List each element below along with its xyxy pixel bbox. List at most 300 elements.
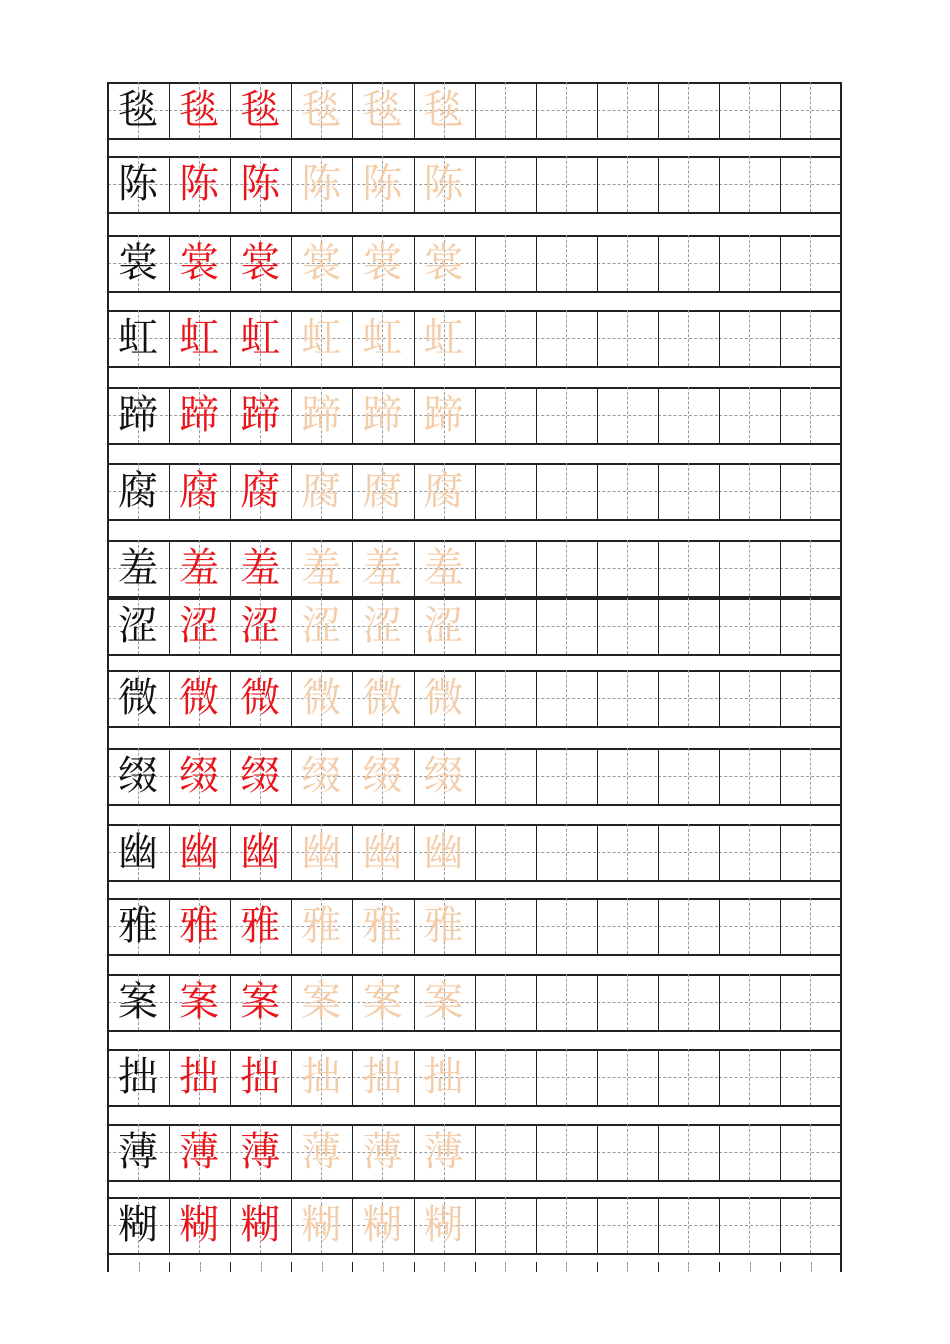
cell-divider bbox=[597, 540, 598, 596]
guide-line-vertical bbox=[566, 974, 567, 1030]
grid-cell[interactable] bbox=[475, 598, 535, 654]
grid-cell[interactable] bbox=[536, 463, 596, 519]
example-character: 羞 bbox=[240, 545, 281, 591]
grid-cell bbox=[108, 1124, 168, 1180]
trace-character: 案 bbox=[362, 979, 403, 1025]
cell-divider bbox=[658, 748, 659, 804]
grid-cell bbox=[414, 1124, 474, 1180]
guide-line-vertical bbox=[810, 1197, 811, 1253]
grid-cell[interactable] bbox=[780, 1197, 840, 1253]
grid-cell bbox=[230, 898, 290, 954]
guide-line-vertical bbox=[749, 387, 750, 443]
guide-line-vertical bbox=[810, 540, 811, 596]
grid-cell[interactable] bbox=[658, 235, 718, 291]
guide-line-vertical bbox=[566, 748, 567, 804]
example-character: 幽 bbox=[179, 829, 220, 875]
grid-cell bbox=[291, 310, 351, 366]
grid-cell bbox=[169, 387, 229, 443]
trace-character: 腐 bbox=[301, 468, 342, 514]
practice-row bbox=[108, 974, 842, 1030]
guide-line-vertical bbox=[627, 598, 628, 654]
example-character: 雅 bbox=[240, 903, 281, 949]
cell-divider bbox=[719, 670, 720, 726]
guide-line-vertical bbox=[566, 1197, 567, 1253]
guide-line-vertical bbox=[566, 540, 567, 596]
practice-row bbox=[108, 540, 842, 596]
example-character: 虹 bbox=[179, 315, 220, 361]
grid-cell bbox=[108, 670, 168, 726]
grid-cell[interactable] bbox=[475, 824, 535, 880]
grid-cell[interactable] bbox=[536, 156, 596, 212]
guide-line-vertical bbox=[688, 82, 689, 138]
cell-divider bbox=[597, 748, 598, 804]
grid-cell[interactable] bbox=[658, 156, 718, 212]
guide-line-vertical bbox=[505, 235, 506, 291]
grid-cell[interactable] bbox=[780, 670, 840, 726]
guide-line-vertical bbox=[688, 670, 689, 726]
grid-cell[interactable] bbox=[597, 670, 657, 726]
cell-divider bbox=[597, 1049, 598, 1105]
cell-divider bbox=[597, 463, 598, 519]
guide-line-vertical bbox=[810, 1124, 811, 1180]
grid-cell[interactable] bbox=[658, 540, 718, 596]
trace-character: 蹄 bbox=[301, 392, 342, 438]
trace-character: 缀 bbox=[362, 753, 403, 799]
grid-cell bbox=[230, 598, 290, 654]
trace-character: 虹 bbox=[301, 315, 342, 361]
guide-line-vertical bbox=[505, 974, 506, 1030]
grid-cell[interactable] bbox=[719, 974, 779, 1030]
grid-cell[interactable] bbox=[475, 1049, 535, 1105]
grid-cell bbox=[352, 82, 412, 138]
grid-cell[interactable] bbox=[475, 974, 535, 1030]
guide-line-vertical bbox=[749, 670, 750, 726]
grid-cell[interactable] bbox=[597, 974, 657, 1030]
trace-character: 裳 bbox=[301, 240, 342, 286]
grid-cell[interactable] bbox=[597, 387, 657, 443]
guide-line-vertical bbox=[505, 387, 506, 443]
guide-line-vertical bbox=[810, 156, 811, 212]
cell-divider bbox=[597, 824, 598, 880]
guide-line-vertical bbox=[505, 824, 506, 880]
cell-divider bbox=[536, 310, 537, 366]
grid-cell[interactable] bbox=[475, 540, 535, 596]
example-character: 腐 bbox=[240, 468, 281, 514]
grid-cell bbox=[108, 310, 168, 366]
trace-character: 陈 bbox=[301, 161, 342, 207]
grid-cell bbox=[230, 824, 290, 880]
cell-divider bbox=[597, 156, 598, 212]
guide-line-vertical bbox=[627, 540, 628, 596]
guide-line-vertical bbox=[749, 540, 750, 596]
grid-cell[interactable] bbox=[780, 156, 840, 212]
grid-cell bbox=[108, 82, 168, 138]
grid-cell[interactable] bbox=[475, 156, 535, 212]
guide-line-vertical bbox=[810, 1049, 811, 1105]
guide-line-vertical bbox=[688, 1124, 689, 1180]
guide-line-vertical bbox=[627, 670, 628, 726]
cell-divider bbox=[475, 235, 476, 291]
guide-line-vertical bbox=[688, 598, 689, 654]
grid-cell[interactable] bbox=[597, 824, 657, 880]
grid-cell[interactable] bbox=[719, 598, 779, 654]
cell-divider bbox=[780, 670, 781, 726]
grid-cell bbox=[169, 598, 229, 654]
grid-cell[interactable] bbox=[536, 598, 596, 654]
grid-cell bbox=[352, 598, 412, 654]
cell-divider bbox=[780, 463, 781, 519]
row-bottom-line bbox=[108, 1253, 842, 1255]
grid-cell[interactable] bbox=[475, 463, 535, 519]
guide-line-vertical bbox=[505, 1197, 506, 1253]
model-character: 拙 bbox=[118, 1054, 158, 1100]
grid-cell bbox=[169, 1197, 229, 1253]
grid-cell bbox=[230, 310, 290, 366]
cell-divider bbox=[475, 540, 476, 596]
cell-divider bbox=[658, 1262, 659, 1272]
cell-divider bbox=[658, 235, 659, 291]
trace-character: 涩 bbox=[362, 603, 403, 649]
guide-line-vertical bbox=[627, 387, 628, 443]
cell-divider bbox=[719, 1262, 720, 1272]
grid-cell[interactable] bbox=[536, 1197, 596, 1253]
model-character: 涩 bbox=[118, 603, 158, 649]
grid-cell bbox=[352, 540, 412, 596]
grid-cell[interactable] bbox=[658, 82, 718, 138]
grid-cell[interactable] bbox=[719, 748, 779, 804]
cell-divider bbox=[536, 974, 537, 1030]
grid-cell[interactable] bbox=[475, 387, 535, 443]
grid-cell[interactable] bbox=[658, 598, 718, 654]
grid-cell[interactable] bbox=[719, 540, 779, 596]
cell-divider bbox=[536, 898, 537, 954]
grid-cell bbox=[291, 540, 351, 596]
trace-character: 毯 bbox=[423, 87, 464, 133]
example-character: 涩 bbox=[179, 603, 220, 649]
guide-line-vertical bbox=[688, 748, 689, 804]
guide-line-vertical bbox=[688, 1049, 689, 1105]
trace-character: 缀 bbox=[423, 753, 464, 799]
row-bottom-line bbox=[108, 291, 842, 293]
grid-cell[interactable] bbox=[536, 824, 596, 880]
cell-divider bbox=[780, 235, 781, 291]
example-character: 虹 bbox=[240, 315, 281, 361]
grid-cell[interactable] bbox=[475, 898, 535, 954]
cell-divider bbox=[597, 310, 598, 366]
grid-cell[interactable] bbox=[475, 670, 535, 726]
row-bottom-line bbox=[108, 519, 842, 521]
grid-cell bbox=[230, 235, 290, 291]
guide-line-vertical bbox=[810, 670, 811, 726]
guide-line-vertical bbox=[627, 1197, 628, 1253]
cell-divider bbox=[536, 1262, 537, 1272]
grid-cell[interactable] bbox=[597, 540, 657, 596]
guide-line-vertical bbox=[566, 1262, 567, 1272]
grid-cell[interactable] bbox=[780, 1124, 840, 1180]
cell-divider bbox=[780, 1197, 781, 1253]
grid-cell[interactable] bbox=[780, 235, 840, 291]
row-bottom-line bbox=[108, 1105, 842, 1107]
guide-line-vertical bbox=[627, 156, 628, 212]
grid-cell[interactable] bbox=[780, 824, 840, 880]
grid-cell bbox=[414, 670, 474, 726]
grid-cell[interactable] bbox=[780, 540, 840, 596]
grid-cell[interactable] bbox=[658, 974, 718, 1030]
trace-character: 拙 bbox=[423, 1054, 464, 1100]
guide-line-vertical bbox=[566, 824, 567, 880]
grid-cell[interactable] bbox=[719, 310, 779, 366]
guide-line-vertical bbox=[627, 82, 628, 138]
grid-cell bbox=[291, 898, 351, 954]
cell-divider bbox=[780, 387, 781, 443]
cell-divider bbox=[475, 387, 476, 443]
cell-divider bbox=[475, 1049, 476, 1105]
cell-divider bbox=[780, 898, 781, 954]
guide-line-vertical bbox=[749, 1124, 750, 1180]
grid-cell[interactable] bbox=[658, 1197, 718, 1253]
grid-cell bbox=[291, 670, 351, 726]
row-bottom-line bbox=[108, 138, 842, 140]
grid-cell[interactable] bbox=[536, 540, 596, 596]
cell-divider bbox=[658, 387, 659, 443]
trace-character: 虹 bbox=[423, 315, 464, 361]
grid-cell[interactable] bbox=[536, 670, 596, 726]
grid-cell bbox=[414, 540, 474, 596]
grid-cell[interactable] bbox=[780, 387, 840, 443]
guide-line-vertical bbox=[749, 1197, 750, 1253]
cell-divider bbox=[475, 670, 476, 726]
cell-divider bbox=[475, 598, 476, 654]
grid-cell[interactable] bbox=[719, 1197, 779, 1253]
trace-character: 微 bbox=[362, 675, 403, 721]
trace-character: 涩 bbox=[423, 603, 464, 649]
grid-cell[interactable] bbox=[719, 1049, 779, 1105]
grid-cell[interactable] bbox=[658, 748, 718, 804]
cell-divider bbox=[414, 1262, 415, 1272]
grid-cell bbox=[352, 1124, 412, 1180]
grid-cell[interactable] bbox=[597, 235, 657, 291]
grid-cell[interactable] bbox=[780, 1049, 840, 1105]
guide-line-vertical bbox=[688, 824, 689, 880]
grid-cell[interactable] bbox=[719, 670, 779, 726]
grid-cell[interactable] bbox=[658, 310, 718, 366]
row-bottom-line bbox=[108, 1180, 842, 1182]
model-character: 雅 bbox=[118, 903, 158, 949]
grid-cell[interactable] bbox=[780, 82, 840, 138]
grid-cell[interactable] bbox=[780, 748, 840, 804]
model-character: 毯 bbox=[118, 87, 158, 133]
grid-cell[interactable] bbox=[536, 898, 596, 954]
trace-character: 裳 bbox=[423, 240, 464, 286]
guide-line-vertical bbox=[566, 598, 567, 654]
trace-character: 糊 bbox=[423, 1202, 464, 1248]
trace-character: 拙 bbox=[362, 1054, 403, 1100]
grid-cell[interactable] bbox=[536, 974, 596, 1030]
grid-cell[interactable] bbox=[780, 310, 840, 366]
cell-divider bbox=[169, 1262, 170, 1272]
grid-cell[interactable] bbox=[597, 898, 657, 954]
grid-cell[interactable] bbox=[719, 824, 779, 880]
guide-line-vertical bbox=[688, 898, 689, 954]
grid-cell[interactable] bbox=[536, 748, 596, 804]
practice-row bbox=[108, 898, 842, 954]
model-character: 蹄 bbox=[118, 392, 158, 438]
cell-divider bbox=[291, 1262, 292, 1272]
cell-divider bbox=[597, 598, 598, 654]
guide-line-vertical bbox=[749, 82, 750, 138]
grid-cell[interactable] bbox=[719, 1124, 779, 1180]
grid-cell[interactable] bbox=[719, 898, 779, 954]
grid-cell[interactable] bbox=[780, 598, 840, 654]
grid-cell[interactable] bbox=[475, 82, 535, 138]
guide-line-vertical bbox=[505, 463, 506, 519]
grid-cell[interactable] bbox=[475, 748, 535, 804]
example-character: 糊 bbox=[179, 1202, 220, 1248]
grid-cell[interactable] bbox=[475, 235, 535, 291]
guide-line-vertical bbox=[627, 310, 628, 366]
grid-cell[interactable] bbox=[597, 598, 657, 654]
grid-cell bbox=[291, 598, 351, 654]
guide-line-vertical bbox=[810, 824, 811, 880]
grid-cell bbox=[169, 1124, 229, 1180]
cell-divider bbox=[658, 670, 659, 726]
practice-row bbox=[108, 598, 842, 654]
example-character: 毯 bbox=[240, 87, 281, 133]
practice-row bbox=[108, 310, 842, 366]
guide-line-vertical bbox=[566, 82, 567, 138]
grid-cell[interactable] bbox=[658, 387, 718, 443]
grid-cell[interactable] bbox=[780, 898, 840, 954]
grid-cell[interactable] bbox=[597, 156, 657, 212]
cell-divider bbox=[536, 1124, 537, 1180]
cell-divider bbox=[536, 156, 537, 212]
guide-line-vertical bbox=[688, 235, 689, 291]
grid-cell bbox=[108, 1049, 168, 1105]
trace-character: 涩 bbox=[301, 603, 342, 649]
grid-cell bbox=[291, 235, 351, 291]
grid-cell[interactable] bbox=[719, 82, 779, 138]
grid-cell[interactable] bbox=[719, 235, 779, 291]
example-character: 幽 bbox=[240, 829, 281, 875]
guide-line-vertical bbox=[749, 748, 750, 804]
grid-cell[interactable] bbox=[597, 1049, 657, 1105]
guide-line-vertical bbox=[566, 156, 567, 212]
grid-cell bbox=[108, 748, 168, 804]
grid-cell bbox=[352, 235, 412, 291]
guide-line-vertical bbox=[505, 670, 506, 726]
example-character: 薄 bbox=[179, 1129, 220, 1175]
model-character: 案 bbox=[118, 979, 158, 1025]
grid-cell[interactable] bbox=[597, 748, 657, 804]
guide-line-vertical bbox=[566, 1124, 567, 1180]
grid-cell bbox=[169, 670, 229, 726]
trace-character: 蹄 bbox=[423, 392, 464, 438]
cell-divider bbox=[719, 824, 720, 880]
grid-cell[interactable] bbox=[475, 1124, 535, 1180]
grid-cell[interactable] bbox=[597, 1124, 657, 1180]
grid-cell bbox=[414, 387, 474, 443]
grid-cell[interactable] bbox=[597, 463, 657, 519]
model-character: 虹 bbox=[118, 315, 158, 361]
guide-line-vertical bbox=[627, 235, 628, 291]
cell-divider bbox=[536, 82, 537, 138]
grid-cell[interactable] bbox=[719, 463, 779, 519]
cell-divider bbox=[658, 310, 659, 366]
guide-line-vertical bbox=[749, 824, 750, 880]
grid-cell[interactable] bbox=[597, 82, 657, 138]
guide-line-vertical bbox=[566, 235, 567, 291]
guide-line-vertical bbox=[505, 1049, 506, 1105]
grid-cell[interactable] bbox=[597, 1197, 657, 1253]
cell-divider bbox=[719, 1124, 720, 1180]
grid-cell[interactable] bbox=[658, 463, 718, 519]
grid-cell bbox=[169, 1049, 229, 1105]
grid-cell[interactable] bbox=[597, 310, 657, 366]
trace-character: 案 bbox=[301, 979, 342, 1025]
cell-divider bbox=[658, 1197, 659, 1253]
cell-divider bbox=[780, 824, 781, 880]
trace-character: 糊 bbox=[362, 1202, 403, 1248]
cell-divider bbox=[719, 310, 720, 366]
grid-cell[interactable] bbox=[658, 824, 718, 880]
guide-line-vertical bbox=[566, 898, 567, 954]
grid-cell bbox=[230, 1197, 290, 1253]
grid-cell[interactable] bbox=[658, 898, 718, 954]
grid-cell bbox=[352, 310, 412, 366]
grid-cell bbox=[169, 235, 229, 291]
grid-cell[interactable] bbox=[536, 387, 596, 443]
grid-cell[interactable] bbox=[536, 1049, 596, 1105]
grid-cell[interactable] bbox=[719, 156, 779, 212]
cell-divider bbox=[780, 540, 781, 596]
practice-row bbox=[108, 748, 842, 804]
guide-line-vertical bbox=[688, 156, 689, 212]
grid-cell bbox=[169, 748, 229, 804]
trace-character: 羞 bbox=[301, 545, 342, 591]
trace-character: 毯 bbox=[362, 87, 403, 133]
grid-cell[interactable] bbox=[658, 1049, 718, 1105]
grid-cell[interactable] bbox=[658, 670, 718, 726]
grid-cell[interactable] bbox=[780, 974, 840, 1030]
cell-divider bbox=[230, 1262, 231, 1272]
grid-cell[interactable] bbox=[475, 310, 535, 366]
grid-cell[interactable] bbox=[536, 235, 596, 291]
grid-cell[interactable] bbox=[536, 1124, 596, 1180]
guide-line-vertical bbox=[749, 310, 750, 366]
grid-cell[interactable] bbox=[536, 82, 596, 138]
grid-cell[interactable] bbox=[536, 310, 596, 366]
cell-divider bbox=[658, 156, 659, 212]
guide-line-vertical bbox=[688, 974, 689, 1030]
grid-cell[interactable] bbox=[658, 1124, 718, 1180]
grid-cell bbox=[230, 540, 290, 596]
cell-divider bbox=[108, 1262, 109, 1272]
cell-divider bbox=[658, 540, 659, 596]
grid-cell[interactable] bbox=[719, 387, 779, 443]
grid-cell[interactable] bbox=[475, 1197, 535, 1253]
grid-cell bbox=[169, 540, 229, 596]
grid-cell bbox=[291, 748, 351, 804]
cell-divider bbox=[352, 1262, 353, 1272]
practice-row bbox=[108, 1049, 842, 1105]
guide-line-vertical bbox=[627, 1049, 628, 1105]
guide-line-vertical bbox=[505, 540, 506, 596]
grid-cell[interactable] bbox=[780, 463, 840, 519]
grid-cell bbox=[169, 156, 229, 212]
grid-cell bbox=[108, 974, 168, 1030]
cell-divider bbox=[536, 540, 537, 596]
grid-cell bbox=[108, 387, 168, 443]
